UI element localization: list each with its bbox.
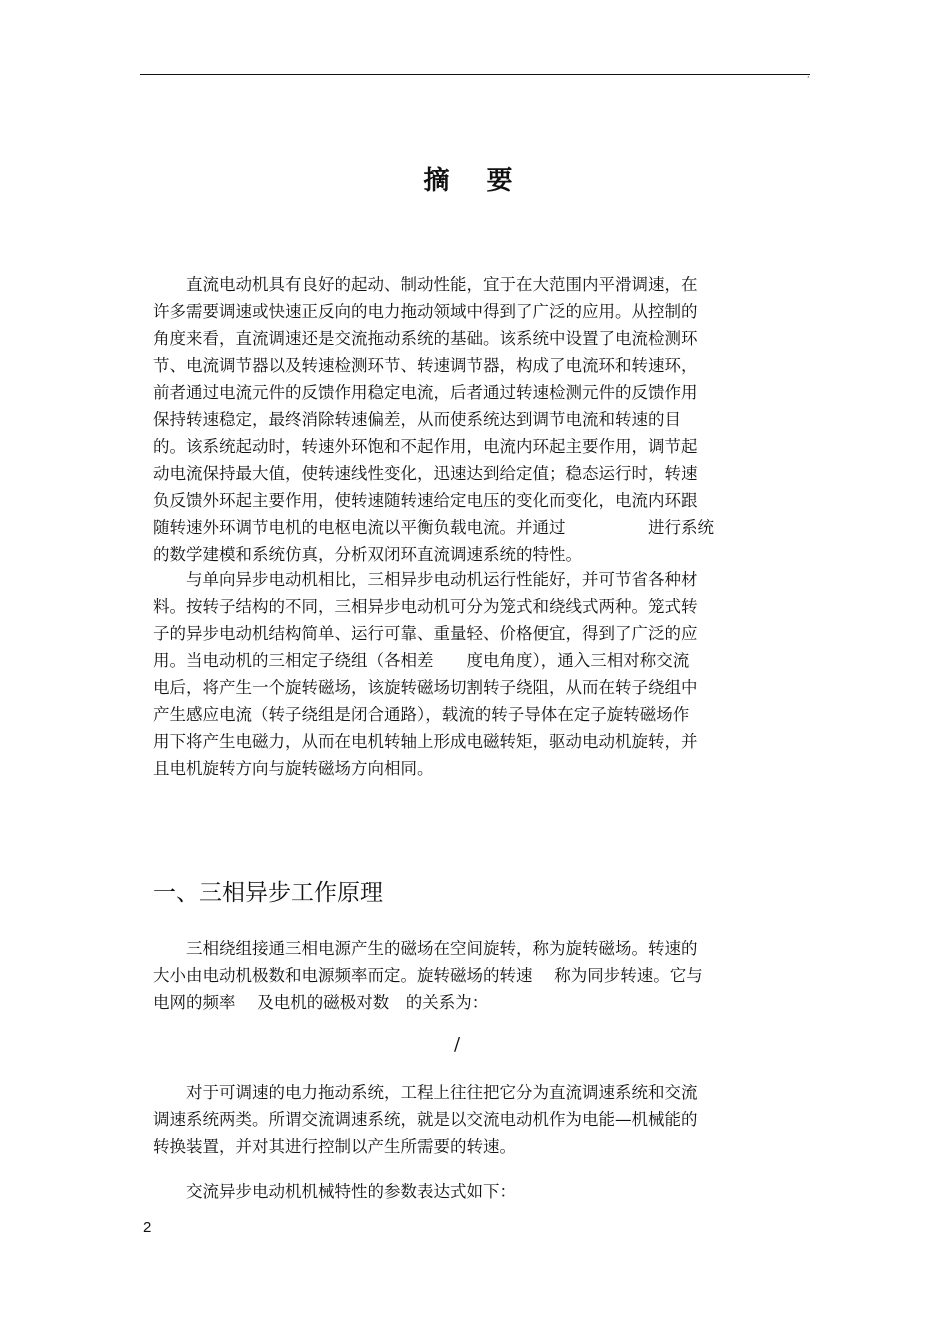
text-line: 电网的频率 及电机的磁极对数 的关系为： [153, 993, 489, 1012]
section-paragraph-3 [153, 1178, 795, 1205]
section-paragraph-2 [153, 1079, 795, 1160]
text-line: 许多需要调速或快速正反向的电力拖动领域中得到了广泛的应用。从控制的 [153, 302, 698, 321]
page-title: 摘 要 [423, 166, 527, 196]
text-line: 交流异步电动机机械特性的参数表达式如下： [153, 1182, 516, 1201]
text-line: 的。该系统起动时，转速外环饱和不起作用，电流内环起主要作用，调节起 [153, 437, 698, 456]
text-line: 动电流保持最大值，使转速线性变化，迅速达到给定值；稳态运行时，转速 [153, 464, 698, 483]
text-line: 随转速外环调节电机的电枢电流以平衡负载电流。并通过 进行系统 [153, 518, 714, 537]
abstract-paragraph-1 [153, 271, 795, 568]
text-line: 前者通过电流元件的反馈作用稳定电流，后者通过转速检测元件的反馈作用 [153, 383, 698, 402]
text-line: 直流电动机具有良好的起动、制动性能，宜于在大范围内平滑调速，在 [153, 275, 698, 294]
text-line: 的数学建模和系统仿真，分析双闭环直流调速系统的特性。 [153, 545, 582, 564]
text-line: 且电机旋转方向与旋转磁场方向相同。 [153, 759, 434, 778]
text-line: 料。按转子结构的不同，三相异步电动机可分为笼式和绕线式两种。笼式转 [153, 597, 698, 616]
header-rule-mark: , [807, 70, 810, 79]
text-line: 节、电流调节器以及转速检测环节、转速调节器，构成了电流环和转速环， [153, 356, 698, 375]
text-line: 对于可调速的电力拖动系统，工程上往往把它分为直流调速系统和交流 [153, 1083, 698, 1102]
page-number: 2 [143, 1219, 152, 1236]
text-line: 转换装置，并对其进行控制以产生所需要的转速。 [153, 1137, 516, 1156]
text-line: 电后，将产生一个旋转磁场，该旋转磁场切割转子绕阻，从而在转子绕组中 [153, 678, 698, 697]
text-line: 负反馈外环起主要作用，使转速随转速给定电压的变化而变化，电流内环跟 [153, 491, 698, 510]
text-line: 与单向异步电动机相比，三相异步电动机运行性能好，并可节省各种材 [153, 570, 698, 589]
formula: / [454, 1034, 461, 1055]
text-line: 调速系统两类。所谓交流调速系统，就是以交流电动机作为电能—机械能的 [153, 1110, 698, 1129]
abstract-paragraph-2 [153, 566, 795, 782]
text-line: 用下将产生电磁力，从而在电机转轴上形成电磁转矩，驱动电动机旋转，并 [153, 732, 698, 751]
text-line: 大小由电动机极数和电源频率而定。旋转磁场的转速 称为同步转速。它与 [153, 966, 703, 985]
text-line: 角度来看，直流调速还是交流拖动系统的基础。该系统中设置了电流检测环 [153, 329, 698, 348]
text-line: 保持转速稳定，最终消除转速偏差，从而使系统达到调节电流和转速的目 [153, 410, 681, 429]
section-paragraph-1 [153, 935, 795, 1016]
header-rule [140, 74, 810, 75]
text-line: 产生感应电流（转子绕组是闭合通路），载流的转子导体在定子旋转磁场作 [153, 705, 690, 724]
section-heading: 一、三相异步工作原理 [153, 880, 383, 906]
text-line: 用。当电动机的三相定子绕组（各相差 度电角度），通入三相对称交流 [153, 651, 690, 670]
text-line: 三相绕组接通三相电源产生的磁场在空间旋转，称为旋转磁场。转速的 [153, 939, 698, 958]
text-line: 子的异步电动机结构简单、运行可靠、重量轻、价格便宜，得到了广泛的应 [153, 624, 698, 643]
